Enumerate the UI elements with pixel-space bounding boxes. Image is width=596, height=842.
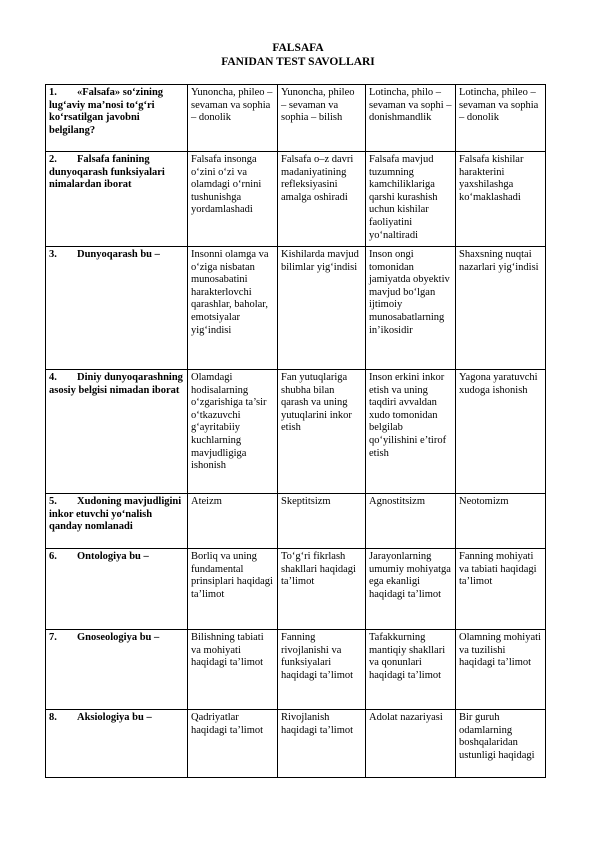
- answer-option-3: Agnostitsizm: [366, 494, 456, 549]
- test-questions-table: [45, 84, 546, 778]
- answer-option-3: Inson erkini inkor etish va uning taqdiri avvaldan xudo tomonidan belgilab qo‘yilishini e’tirof etish: [366, 370, 456, 494]
- answer-option-4: Yagona yaratuvchi xudoga ishonish: [456, 370, 546, 494]
- answer-option-4: Fanning mohiyati va tabiati haqidagi ta’limot: [456, 549, 546, 630]
- question-row: [46, 549, 546, 630]
- answer-option-2: To‘g‘ri fikrlash shakllari haqidagi ta’limot: [278, 549, 366, 630]
- answer-option-1: Olamdagi hodisalarning o‘zgarishiga ta’sir o‘tkazuvchi g‘ayritabiiy kuchlarning mavjudligiga ishonish: [188, 370, 278, 494]
- question-cell: [46, 630, 188, 710]
- answer-option-2: Rivojlanish haqidagi ta’limot: [278, 710, 366, 778]
- answer-option-3: Falsafa mavjud tuzumning kamchiliklariga qarshi kurashish uchun kishilar faoliyatini yo‘naltiradi: [366, 152, 456, 247]
- question-text: Dunyoqarash bu –: [77, 249, 160, 260]
- question-cell: [46, 85, 188, 152]
- answer-option-2: Fanning rivojlanishi va funksiyalari haqidagi ta’limot: [278, 630, 366, 710]
- answer-option-4: Lotincha, phileo – sevaman va sophia – donolik: [456, 85, 546, 152]
- question-row: [46, 152, 546, 247]
- question-cell: [46, 710, 188, 778]
- answer-option-2: Kishilarda mavjud bilimlar yig‘indisi: [278, 247, 366, 370]
- question-text: Xudoning mavjudligini inkor etuvchi yo‘nalish qanday nomlanadi: [49, 496, 182, 533]
- question-row: [46, 494, 546, 549]
- question-row: [46, 370, 546, 494]
- question-cell: [46, 494, 188, 549]
- question-number: 5.: [49, 496, 57, 507]
- answer-option-1: Insonni olamga va o‘ziga nisbatan munosabatini harakterlovchi qarashlar, baholar, emotsiyalar yig‘indisi: [188, 247, 278, 370]
- answer-option-2: Yunoncha, phileo – sevaman va sophia – bilish: [278, 85, 366, 152]
- question-text: «Falsafa» so‘zining lug‘aviy ma’nosi to‘g‘ri ko‘rsatilgan javobni belgilang?: [49, 87, 164, 136]
- answer-option-4: Bir guruh odamlarning boshqalaridan ustunligi haqidagi: [456, 710, 546, 778]
- question-number: 7.: [49, 632, 57, 643]
- answer-option-1: Qadriyatlar haqidagi ta’limot: [188, 710, 278, 778]
- question-row: [46, 247, 546, 370]
- question-cell: [46, 549, 188, 630]
- document-subtitle: FANIDAN TEST SAVOLLARI: [221, 56, 375, 68]
- answer-option-1: Yunoncha, phileo – sevaman va sophia – donolik: [188, 85, 278, 152]
- answer-option-1: Ateizm: [188, 494, 278, 549]
- answer-option-3: Jarayonlarning umumiy mohiyatga ega ekanligi haqidagi ta’limot: [366, 549, 456, 630]
- question-number: 2.: [49, 154, 57, 165]
- answer-option-3: Adolat nazariyasi: [366, 710, 456, 778]
- question-row: [46, 85, 546, 152]
- question-number: 4.: [49, 372, 57, 383]
- answer-option-4: Olamning mohiyati va tuzilishi haqidagi ta’limot: [456, 630, 546, 710]
- answer-option-4: Falsafa kishilar harakterini yaxshilashga ko‘maklashadi: [456, 152, 546, 247]
- answer-option-2: Skeptitsizm: [278, 494, 366, 549]
- answer-option-3: Tafakkurning mantiqiy shakllari va qonunlari haqidagi ta’limot: [366, 630, 456, 710]
- question-cell: [46, 370, 188, 494]
- answer-option-2: Falsafa o–z davri madaniyatining refleksiyasini amalga oshiradi: [278, 152, 366, 247]
- question-text: Ontologiya bu –: [77, 551, 149, 562]
- question-text: Falsafa fanining dunyoqarash funksiyalari nimalardan iborat: [49, 154, 165, 191]
- question-number: 6.: [49, 551, 57, 562]
- document-title: FALSAFA: [272, 42, 324, 54]
- question-number: 1.: [49, 87, 57, 98]
- question-text: Gnoseologiya bu –: [77, 632, 160, 643]
- answer-option-4: Shaxsning nuqtai nazarlari yig‘indisi: [456, 247, 546, 370]
- answer-option-1: Borliq va uning fundamental prinsiplari haqidagi ta’limot: [188, 549, 278, 630]
- answer-option-3: Inson ongi tomonidan jamiyatda obyektiv mavjud bo‘lgan ijtimoiy munosabatlarning in’ikosidir: [366, 247, 456, 370]
- answer-option-3: Lotincha, philo – sevaman va sophi – donishmandlik: [366, 85, 456, 152]
- question-cell: [46, 247, 188, 370]
- question-number: 3.: [49, 249, 57, 260]
- question-number: 8.: [49, 712, 57, 723]
- answer-option-1: Falsafa insonga o‘zini o‘zi va olamdagi o‘rnini tushunishga yordamlashadi: [188, 152, 278, 247]
- question-text: Diniy dunyoqarashning asosiy belgisi nimadan iborat: [49, 372, 183, 396]
- question-text: Aksiologiya bu –: [77, 712, 152, 723]
- answer-option-2: Fan yutuqlariga shubha bilan qarash va uning yutuqlarini inkor etish: [278, 370, 366, 494]
- question-cell: [46, 152, 188, 247]
- question-row: [46, 710, 546, 778]
- question-row: [46, 630, 546, 710]
- answer-option-1: Bilishning tabiati va mohiyati haqidagi ta’limot: [188, 630, 278, 710]
- answer-option-4: Neotomizm: [456, 494, 546, 549]
